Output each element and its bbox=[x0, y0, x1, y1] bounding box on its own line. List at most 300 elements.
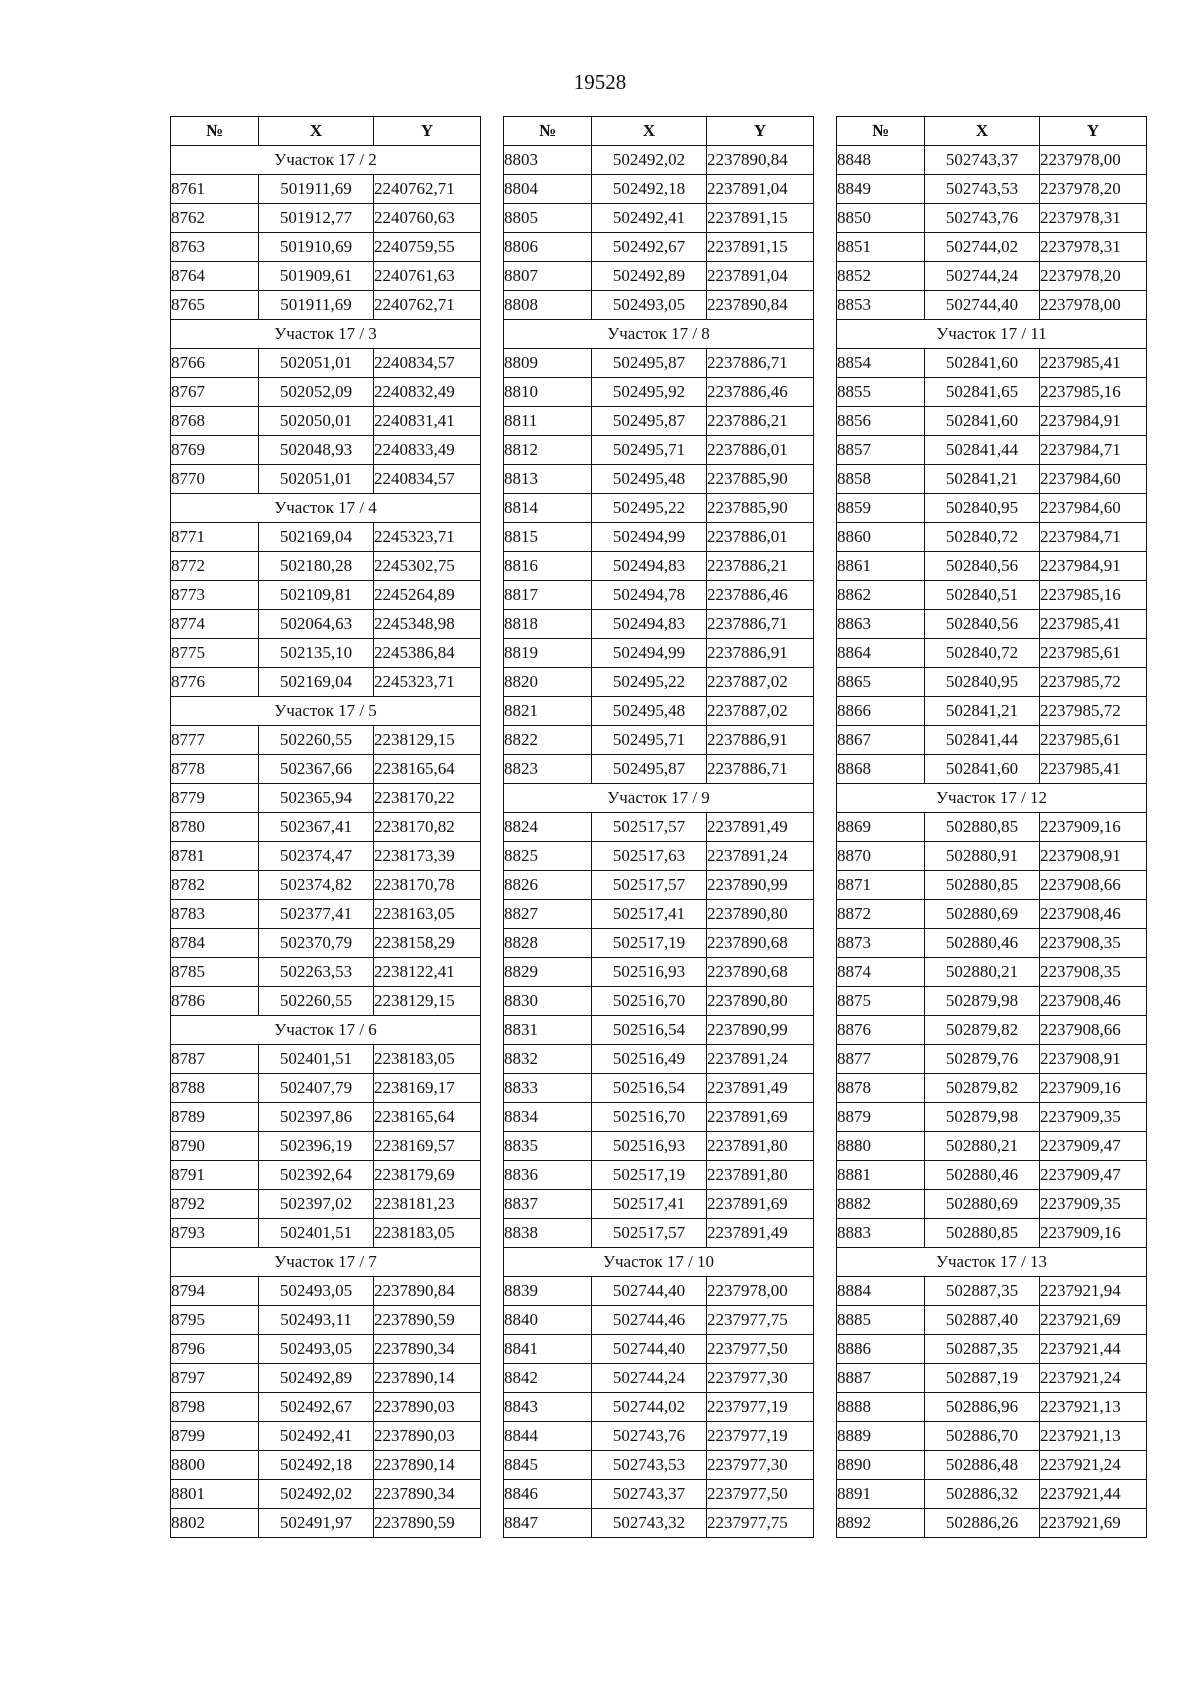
table-row bbox=[504, 494, 814, 523]
y-coordinate: 2237891,49 bbox=[707, 1219, 814, 1248]
x-coordinate: 502516,93 bbox=[592, 1132, 707, 1161]
x-coordinate: 502744,40 bbox=[592, 1335, 707, 1364]
point-number: 8884 bbox=[837, 1277, 925, 1306]
y-coordinate: 2245386,84 bbox=[374, 639, 481, 668]
x-coordinate: 502743,37 bbox=[592, 1480, 707, 1509]
x-coordinate: 502367,66 bbox=[259, 755, 374, 784]
section-title: Участок 17 / 2 bbox=[171, 146, 481, 175]
point-number: 8854 bbox=[837, 349, 925, 378]
point-number: 8776 bbox=[171, 668, 259, 697]
y-coordinate: 2237890,84 bbox=[374, 1277, 481, 1306]
table-row bbox=[504, 1335, 814, 1364]
section-header-row bbox=[504, 1248, 814, 1277]
y-coordinate: 2237890,80 bbox=[707, 987, 814, 1016]
section-header-row bbox=[504, 784, 814, 813]
x-coordinate: 502880,21 bbox=[925, 958, 1040, 987]
x-coordinate: 502495,87 bbox=[592, 755, 707, 784]
point-number: 8764 bbox=[171, 262, 259, 291]
table-row bbox=[171, 552, 481, 581]
table-row bbox=[837, 1480, 1147, 1509]
x-coordinate: 502494,83 bbox=[592, 610, 707, 639]
y-coordinate: 2237977,75 bbox=[707, 1306, 814, 1335]
point-number: 8800 bbox=[171, 1451, 259, 1480]
y-coordinate: 2237909,47 bbox=[1040, 1161, 1147, 1190]
table-row bbox=[837, 697, 1147, 726]
point-number: 8827 bbox=[504, 900, 592, 929]
table-row bbox=[837, 349, 1147, 378]
y-coordinate: 2237985,41 bbox=[1040, 610, 1147, 639]
x-coordinate: 502743,53 bbox=[592, 1451, 707, 1480]
point-number: 8843 bbox=[504, 1393, 592, 1422]
x-coordinate: 502743,76 bbox=[925, 204, 1040, 233]
x-coordinate: 502401,51 bbox=[259, 1045, 374, 1074]
table-row bbox=[504, 755, 814, 784]
y-coordinate: 2237885,90 bbox=[707, 465, 814, 494]
table-row bbox=[837, 1393, 1147, 1422]
point-number: 8821 bbox=[504, 697, 592, 726]
x-coordinate: 502880,91 bbox=[925, 842, 1040, 871]
x-coordinate: 502879,82 bbox=[925, 1074, 1040, 1103]
y-coordinate: 2240761,63 bbox=[374, 262, 481, 291]
table-row bbox=[504, 1393, 814, 1422]
x-coordinate: 502407,79 bbox=[259, 1074, 374, 1103]
point-number: 8866 bbox=[837, 697, 925, 726]
y-coordinate: 2237891,69 bbox=[707, 1190, 814, 1219]
x-coordinate: 502050,01 bbox=[259, 407, 374, 436]
y-coordinate: 2237977,30 bbox=[707, 1364, 814, 1393]
x-coordinate: 502260,55 bbox=[259, 726, 374, 755]
table-row bbox=[171, 1364, 481, 1393]
table-row bbox=[504, 523, 814, 552]
x-coordinate: 502880,46 bbox=[925, 929, 1040, 958]
x-coordinate: 502495,92 bbox=[592, 378, 707, 407]
table-row bbox=[837, 1074, 1147, 1103]
y-coordinate: 2245323,71 bbox=[374, 668, 481, 697]
x-coordinate: 502880,46 bbox=[925, 1161, 1040, 1190]
y-coordinate: 2237909,35 bbox=[1040, 1190, 1147, 1219]
table-row bbox=[171, 668, 481, 697]
x-coordinate: 502492,67 bbox=[259, 1393, 374, 1422]
table-row bbox=[171, 1451, 481, 1480]
y-coordinate: 2237921,44 bbox=[1040, 1480, 1147, 1509]
table-row bbox=[171, 900, 481, 929]
y-coordinate: 2237890,14 bbox=[374, 1364, 481, 1393]
table-row bbox=[837, 639, 1147, 668]
table-row bbox=[171, 1277, 481, 1306]
point-number: 8840 bbox=[504, 1306, 592, 1335]
table-row bbox=[504, 262, 814, 291]
y-coordinate: 2237978,00 bbox=[707, 1277, 814, 1306]
y-coordinate: 2240834,57 bbox=[374, 465, 481, 494]
x-coordinate: 502841,21 bbox=[925, 697, 1040, 726]
y-coordinate: 2237890,99 bbox=[707, 1016, 814, 1045]
x-coordinate: 502064,63 bbox=[259, 610, 374, 639]
y-coordinate: 2238173,39 bbox=[374, 842, 481, 871]
point-number: 8865 bbox=[837, 668, 925, 697]
x-coordinate: 502492,18 bbox=[259, 1451, 374, 1480]
table-row bbox=[171, 175, 481, 204]
y-coordinate: 2237985,16 bbox=[1040, 378, 1147, 407]
section-header-row bbox=[171, 146, 481, 175]
y-coordinate: 2237978,20 bbox=[1040, 175, 1147, 204]
table-row bbox=[171, 1103, 481, 1132]
section-title: Участок 17 / 8 bbox=[504, 320, 814, 349]
header-number: № bbox=[504, 117, 592, 146]
x-coordinate: 502401,51 bbox=[259, 1219, 374, 1248]
table-row bbox=[504, 1364, 814, 1393]
y-coordinate: 2237908,66 bbox=[1040, 1016, 1147, 1045]
x-coordinate: 502495,22 bbox=[592, 668, 707, 697]
x-coordinate: 502396,19 bbox=[259, 1132, 374, 1161]
point-number: 8875 bbox=[837, 987, 925, 1016]
y-coordinate: 2237985,61 bbox=[1040, 639, 1147, 668]
y-coordinate: 2237908,66 bbox=[1040, 871, 1147, 900]
y-coordinate: 2240762,71 bbox=[374, 291, 481, 320]
point-number: 8781 bbox=[171, 842, 259, 871]
point-number: 8772 bbox=[171, 552, 259, 581]
x-coordinate: 502516,54 bbox=[592, 1016, 707, 1045]
point-number: 8864 bbox=[837, 639, 925, 668]
point-number: 8816 bbox=[504, 552, 592, 581]
table-row bbox=[837, 465, 1147, 494]
point-number: 8871 bbox=[837, 871, 925, 900]
point-number: 8804 bbox=[504, 175, 592, 204]
table-row bbox=[171, 262, 481, 291]
point-number: 8770 bbox=[171, 465, 259, 494]
table-row bbox=[837, 1422, 1147, 1451]
x-coordinate: 502180,28 bbox=[259, 552, 374, 581]
table-row bbox=[837, 1306, 1147, 1335]
table-row bbox=[504, 1016, 814, 1045]
table-row bbox=[837, 291, 1147, 320]
y-coordinate: 2237978,31 bbox=[1040, 204, 1147, 233]
point-number: 8859 bbox=[837, 494, 925, 523]
x-coordinate: 502841,60 bbox=[925, 349, 1040, 378]
table-row bbox=[504, 842, 814, 871]
point-number: 8810 bbox=[504, 378, 592, 407]
y-coordinate: 2240760,63 bbox=[374, 204, 481, 233]
x-coordinate: 502494,83 bbox=[592, 552, 707, 581]
x-coordinate: 502495,71 bbox=[592, 436, 707, 465]
table-row bbox=[171, 1132, 481, 1161]
table-row bbox=[171, 465, 481, 494]
y-coordinate: 2240833,49 bbox=[374, 436, 481, 465]
table-row bbox=[837, 871, 1147, 900]
table-row bbox=[504, 929, 814, 958]
y-coordinate: 2237978,00 bbox=[1040, 291, 1147, 320]
x-coordinate: 502169,04 bbox=[259, 668, 374, 697]
point-number: 8839 bbox=[504, 1277, 592, 1306]
point-number: 8799 bbox=[171, 1422, 259, 1451]
point-number: 8790 bbox=[171, 1132, 259, 1161]
x-coordinate: 502744,24 bbox=[592, 1364, 707, 1393]
x-coordinate: 502109,81 bbox=[259, 581, 374, 610]
y-coordinate: 2237891,24 bbox=[707, 842, 814, 871]
y-coordinate: 2237978,31 bbox=[1040, 233, 1147, 262]
header-y: Y bbox=[707, 117, 814, 146]
table-row bbox=[837, 436, 1147, 465]
y-coordinate: 2238170,82 bbox=[374, 813, 481, 842]
table-row bbox=[171, 291, 481, 320]
x-coordinate: 502879,76 bbox=[925, 1045, 1040, 1074]
y-coordinate: 2237890,84 bbox=[707, 291, 814, 320]
point-number: 8805 bbox=[504, 204, 592, 233]
point-number: 8807 bbox=[504, 262, 592, 291]
y-coordinate: 2237908,35 bbox=[1040, 958, 1147, 987]
table-row bbox=[171, 871, 481, 900]
x-coordinate: 502494,99 bbox=[592, 523, 707, 552]
x-coordinate: 502517,63 bbox=[592, 842, 707, 871]
x-coordinate: 502841,65 bbox=[925, 378, 1040, 407]
point-number: 8828 bbox=[504, 929, 592, 958]
table-row bbox=[171, 987, 481, 1016]
point-number: 8850 bbox=[837, 204, 925, 233]
point-number: 8852 bbox=[837, 262, 925, 291]
table-row bbox=[504, 639, 814, 668]
page-number: 19528 bbox=[573, 70, 627, 94]
x-coordinate: 502517,19 bbox=[592, 1161, 707, 1190]
header-x: X bbox=[925, 117, 1040, 146]
y-coordinate: 2237921,24 bbox=[1040, 1364, 1147, 1393]
x-coordinate: 502886,32 bbox=[925, 1480, 1040, 1509]
x-coordinate: 502887,35 bbox=[925, 1277, 1040, 1306]
table-row bbox=[837, 204, 1147, 233]
point-number: 8763 bbox=[171, 233, 259, 262]
section-title: Участок 17 / 12 bbox=[837, 784, 1147, 813]
point-number: 8841 bbox=[504, 1335, 592, 1364]
table-row bbox=[504, 436, 814, 465]
point-number: 8797 bbox=[171, 1364, 259, 1393]
table-row bbox=[504, 1074, 814, 1103]
point-number: 8791 bbox=[171, 1161, 259, 1190]
y-coordinate: 2237984,91 bbox=[1040, 407, 1147, 436]
y-coordinate: 2238129,15 bbox=[374, 987, 481, 1016]
point-number: 8784 bbox=[171, 929, 259, 958]
point-number: 8788 bbox=[171, 1074, 259, 1103]
x-coordinate: 502886,26 bbox=[925, 1509, 1040, 1538]
y-coordinate: 2237977,30 bbox=[707, 1451, 814, 1480]
y-coordinate: 2237890,80 bbox=[707, 900, 814, 929]
table-row bbox=[837, 1451, 1147, 1480]
table-row bbox=[504, 1277, 814, 1306]
section-title: Участок 17 / 3 bbox=[171, 320, 481, 349]
section-header-row bbox=[837, 784, 1147, 813]
x-coordinate: 502495,48 bbox=[592, 465, 707, 494]
table-row bbox=[504, 697, 814, 726]
y-coordinate: 2237890,68 bbox=[707, 929, 814, 958]
y-coordinate: 2237891,15 bbox=[707, 204, 814, 233]
point-number: 8787 bbox=[171, 1045, 259, 1074]
y-coordinate: 2237890,34 bbox=[374, 1480, 481, 1509]
y-coordinate: 2237909,35 bbox=[1040, 1103, 1147, 1132]
y-coordinate: 2237984,60 bbox=[1040, 494, 1147, 523]
x-coordinate: 502880,69 bbox=[925, 900, 1040, 929]
point-number: 8822 bbox=[504, 726, 592, 755]
table-row bbox=[837, 1509, 1147, 1538]
point-number: 8892 bbox=[837, 1509, 925, 1538]
y-coordinate: 2238181,23 bbox=[374, 1190, 481, 1219]
x-coordinate: 502744,40 bbox=[925, 291, 1040, 320]
point-number: 8773 bbox=[171, 581, 259, 610]
section-title: Участок 17 / 5 bbox=[171, 697, 481, 726]
x-coordinate: 502370,79 bbox=[259, 929, 374, 958]
table-row bbox=[837, 987, 1147, 1016]
x-coordinate: 502886,96 bbox=[925, 1393, 1040, 1422]
point-number: 8829 bbox=[504, 958, 592, 987]
x-coordinate: 502840,56 bbox=[925, 610, 1040, 639]
table-row bbox=[837, 407, 1147, 436]
point-number: 8849 bbox=[837, 175, 925, 204]
point-number: 8780 bbox=[171, 813, 259, 842]
point-number: 8869 bbox=[837, 813, 925, 842]
table-row bbox=[171, 1306, 481, 1335]
y-coordinate: 2237887,02 bbox=[707, 697, 814, 726]
point-number: 8838 bbox=[504, 1219, 592, 1248]
point-number: 8885 bbox=[837, 1306, 925, 1335]
x-coordinate: 502365,94 bbox=[259, 784, 374, 813]
point-number: 8783 bbox=[171, 900, 259, 929]
point-number: 8803 bbox=[504, 146, 592, 175]
point-number: 8824 bbox=[504, 813, 592, 842]
table-row bbox=[171, 349, 481, 378]
table-row bbox=[171, 1190, 481, 1219]
y-coordinate: 2240831,41 bbox=[374, 407, 481, 436]
y-coordinate: 2245323,71 bbox=[374, 523, 481, 552]
x-coordinate: 502743,37 bbox=[925, 146, 1040, 175]
table-row bbox=[504, 610, 814, 639]
x-coordinate: 502493,05 bbox=[592, 291, 707, 320]
point-number: 8777 bbox=[171, 726, 259, 755]
section-title: Участок 17 / 6 bbox=[171, 1016, 481, 1045]
y-coordinate: 2237921,69 bbox=[1040, 1509, 1147, 1538]
point-number: 8825 bbox=[504, 842, 592, 871]
y-coordinate: 2237908,46 bbox=[1040, 900, 1147, 929]
point-number: 8762 bbox=[171, 204, 259, 233]
point-number: 8798 bbox=[171, 1393, 259, 1422]
y-coordinate: 2238165,64 bbox=[374, 755, 481, 784]
coordinates-table-1 bbox=[170, 116, 481, 1538]
x-coordinate: 502491,97 bbox=[259, 1509, 374, 1538]
point-number: 8874 bbox=[837, 958, 925, 987]
point-number: 8861 bbox=[837, 552, 925, 581]
x-coordinate: 501911,69 bbox=[259, 175, 374, 204]
section-header-row bbox=[171, 494, 481, 523]
y-coordinate: 2237891,15 bbox=[707, 233, 814, 262]
y-coordinate: 2237886,71 bbox=[707, 610, 814, 639]
point-number: 8863 bbox=[837, 610, 925, 639]
point-number: 8834 bbox=[504, 1103, 592, 1132]
x-coordinate: 502260,55 bbox=[259, 987, 374, 1016]
table-row bbox=[171, 726, 481, 755]
y-coordinate: 2237891,80 bbox=[707, 1132, 814, 1161]
point-number: 8883 bbox=[837, 1219, 925, 1248]
y-coordinate: 2237886,46 bbox=[707, 581, 814, 610]
table-row bbox=[837, 1190, 1147, 1219]
table-row bbox=[504, 1451, 814, 1480]
section-title: Участок 17 / 13 bbox=[837, 1248, 1147, 1277]
table-row bbox=[837, 1103, 1147, 1132]
table-row bbox=[504, 987, 814, 1016]
x-coordinate: 502493,11 bbox=[259, 1306, 374, 1335]
table-row bbox=[504, 871, 814, 900]
table-row bbox=[171, 407, 481, 436]
y-coordinate: 2237908,91 bbox=[1040, 1045, 1147, 1074]
table-row bbox=[504, 813, 814, 842]
table-row bbox=[171, 929, 481, 958]
point-number: 8789 bbox=[171, 1103, 259, 1132]
point-number: 8774 bbox=[171, 610, 259, 639]
point-number: 8812 bbox=[504, 436, 592, 465]
point-number: 8809 bbox=[504, 349, 592, 378]
point-number: 8889 bbox=[837, 1422, 925, 1451]
point-number: 8855 bbox=[837, 378, 925, 407]
point-number: 8877 bbox=[837, 1045, 925, 1074]
x-coordinate: 502743,32 bbox=[592, 1509, 707, 1538]
x-coordinate: 502516,54 bbox=[592, 1074, 707, 1103]
y-coordinate: 2237885,90 bbox=[707, 494, 814, 523]
x-coordinate: 502887,40 bbox=[925, 1306, 1040, 1335]
x-coordinate: 502879,98 bbox=[925, 987, 1040, 1016]
x-coordinate: 501910,69 bbox=[259, 233, 374, 262]
y-coordinate: 2240832,49 bbox=[374, 378, 481, 407]
x-coordinate: 502495,22 bbox=[592, 494, 707, 523]
table-row bbox=[171, 639, 481, 668]
x-coordinate: 502492,02 bbox=[259, 1480, 374, 1509]
table-row bbox=[171, 1509, 481, 1538]
y-coordinate: 2237977,75 bbox=[707, 1509, 814, 1538]
section-title: Участок 17 / 7 bbox=[171, 1248, 481, 1277]
table-row bbox=[171, 1335, 481, 1364]
point-number: 8830 bbox=[504, 987, 592, 1016]
x-coordinate: 502494,99 bbox=[592, 639, 707, 668]
table-row bbox=[837, 668, 1147, 697]
point-number: 8882 bbox=[837, 1190, 925, 1219]
y-coordinate: 2237890,99 bbox=[707, 871, 814, 900]
y-coordinate: 2238158,29 bbox=[374, 929, 481, 958]
point-number: 8873 bbox=[837, 929, 925, 958]
table-row bbox=[504, 581, 814, 610]
table-row bbox=[171, 755, 481, 784]
x-coordinate: 502840,51 bbox=[925, 581, 1040, 610]
x-coordinate: 502880,69 bbox=[925, 1190, 1040, 1219]
x-coordinate: 502135,10 bbox=[259, 639, 374, 668]
y-coordinate: 2237891,69 bbox=[707, 1103, 814, 1132]
table-row bbox=[171, 204, 481, 233]
point-number: 8844 bbox=[504, 1422, 592, 1451]
point-number: 8814 bbox=[504, 494, 592, 523]
point-number: 8856 bbox=[837, 407, 925, 436]
y-coordinate: 2237891,49 bbox=[707, 813, 814, 842]
point-number: 8888 bbox=[837, 1393, 925, 1422]
x-coordinate: 502743,53 bbox=[925, 175, 1040, 204]
point-number: 8845 bbox=[504, 1451, 592, 1480]
table-row bbox=[171, 436, 481, 465]
table-row bbox=[837, 175, 1147, 204]
point-number: 8766 bbox=[171, 349, 259, 378]
table-row bbox=[837, 552, 1147, 581]
x-coordinate: 502493,05 bbox=[259, 1335, 374, 1364]
section-title: Участок 17 / 10 bbox=[504, 1248, 814, 1277]
table-row bbox=[504, 407, 814, 436]
y-coordinate: 2245264,89 bbox=[374, 581, 481, 610]
table-row bbox=[837, 1161, 1147, 1190]
point-number: 8835 bbox=[504, 1132, 592, 1161]
table-row bbox=[837, 900, 1147, 929]
table-row bbox=[837, 262, 1147, 291]
point-number: 8793 bbox=[171, 1219, 259, 1248]
x-coordinate: 502492,89 bbox=[259, 1364, 374, 1393]
table-row bbox=[504, 1161, 814, 1190]
